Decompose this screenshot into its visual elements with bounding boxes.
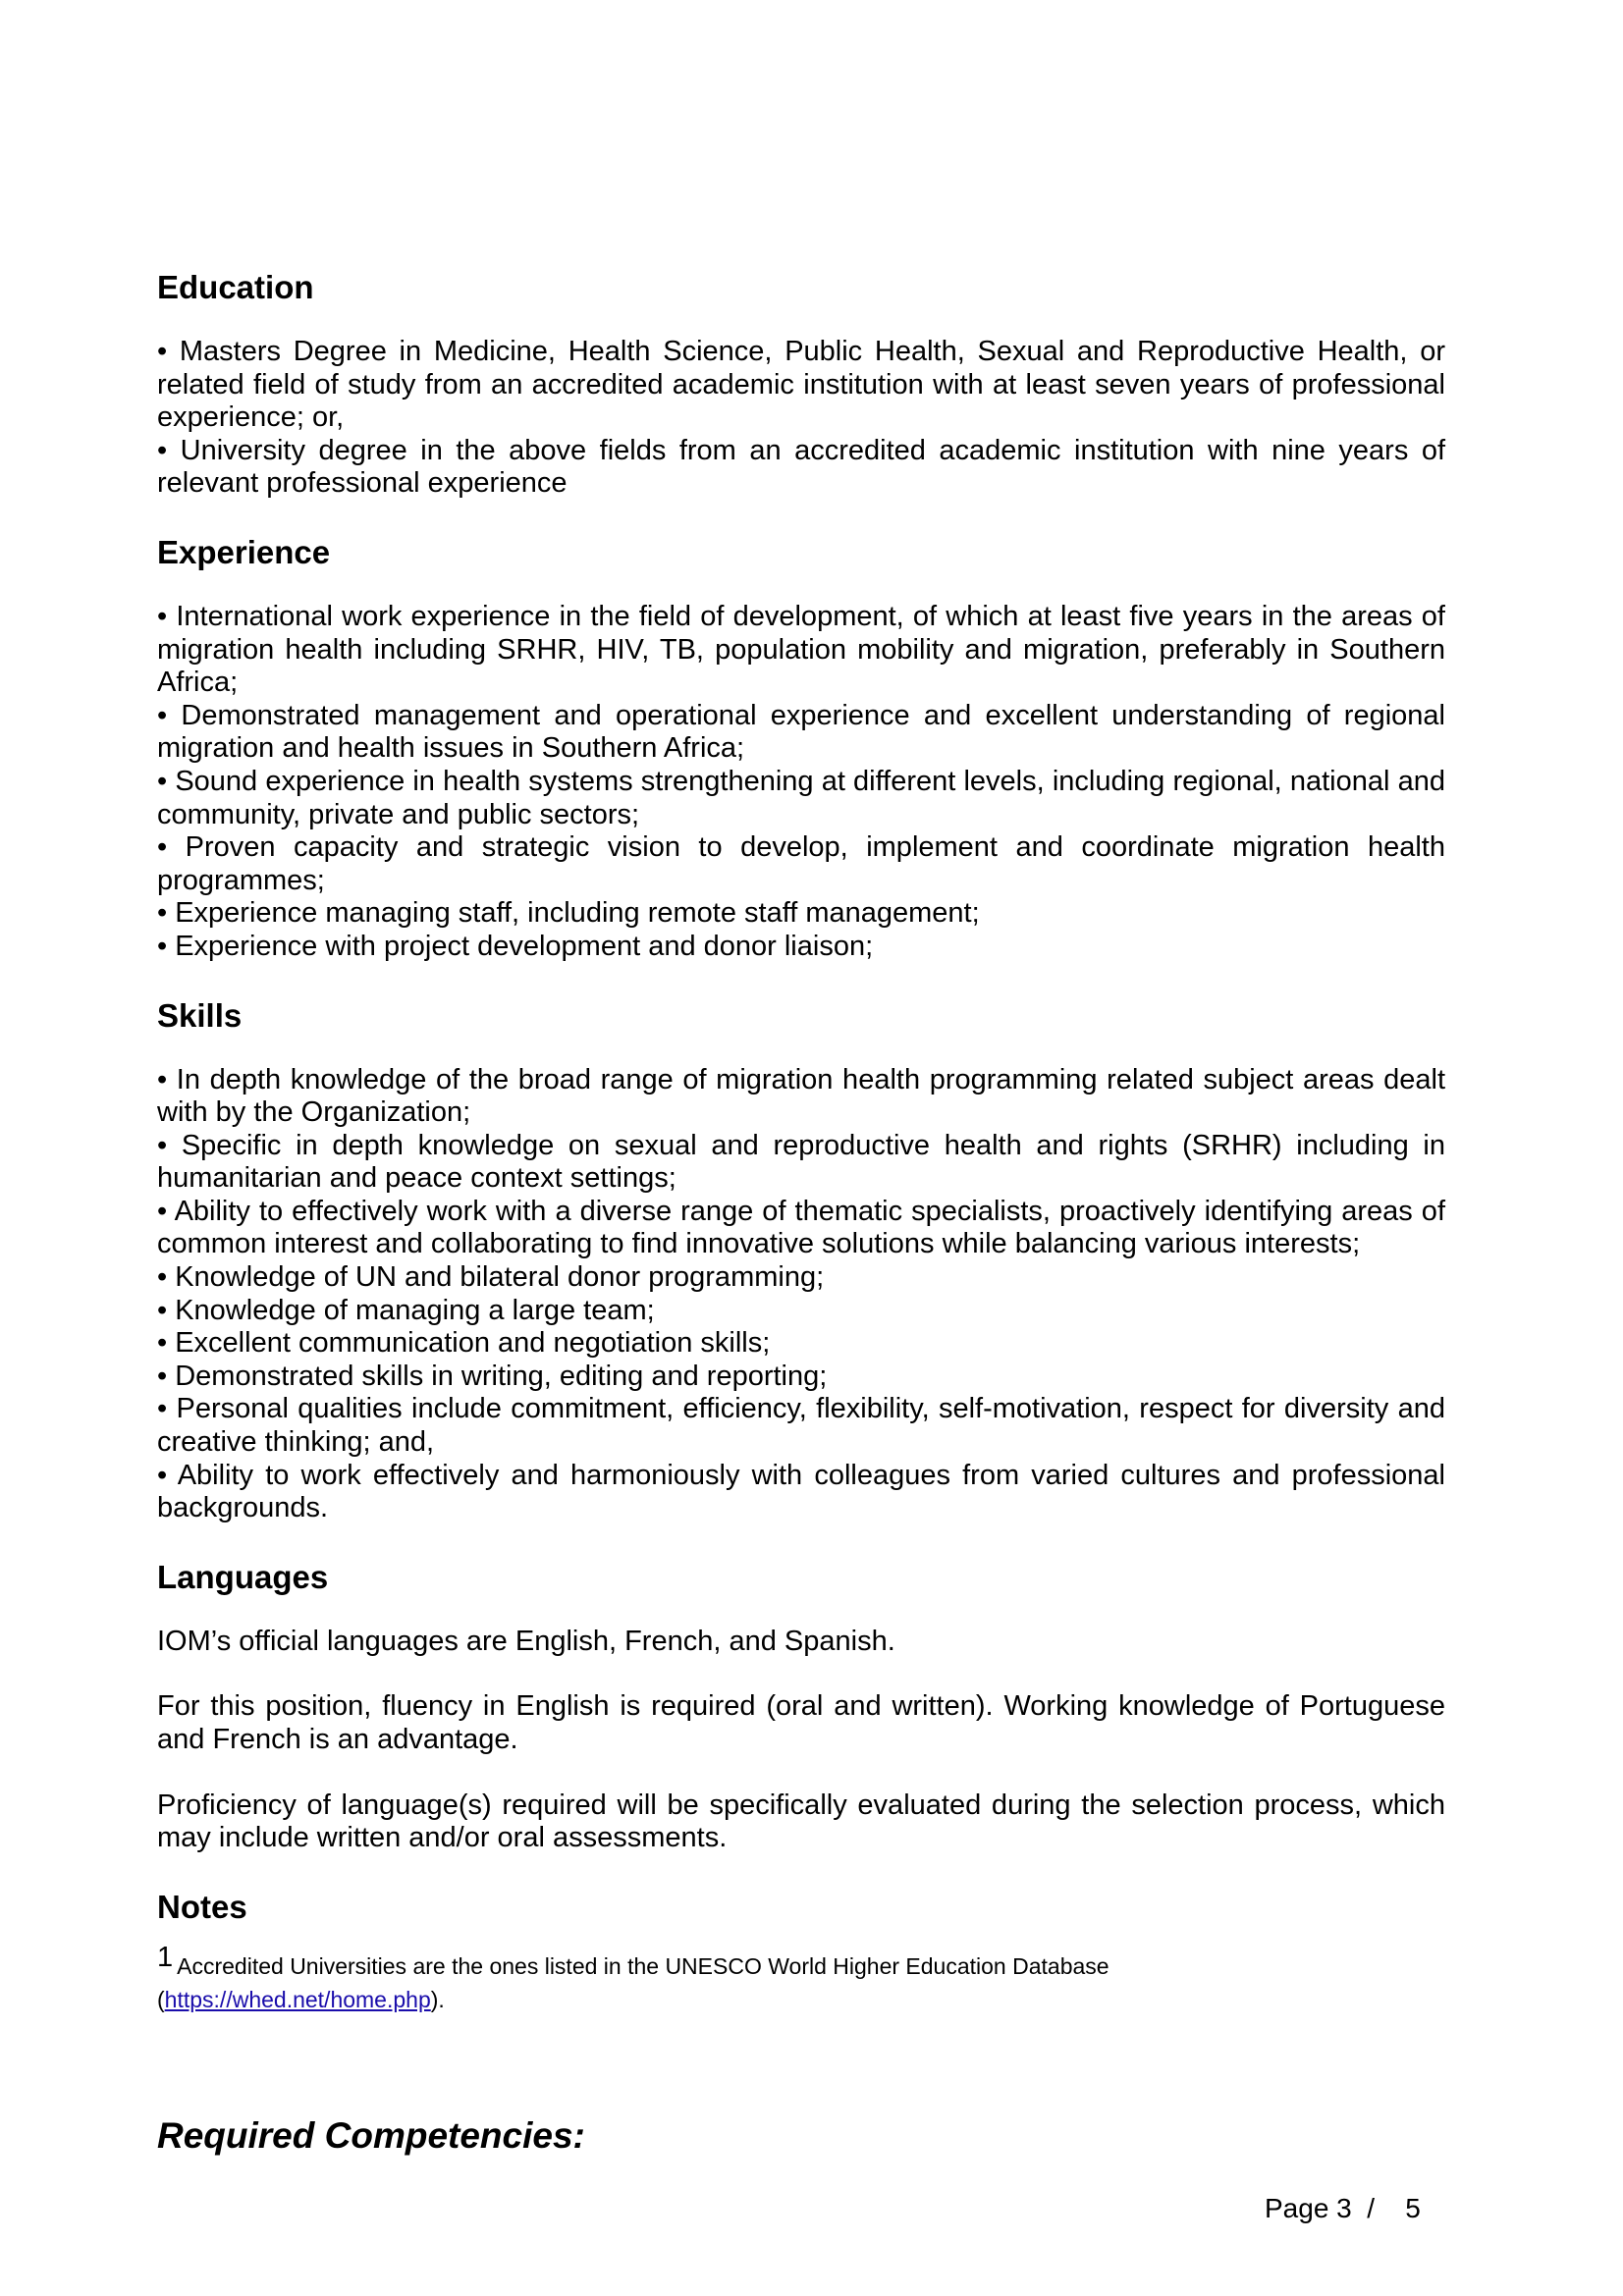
languages-heading: Languages xyxy=(157,1558,329,1595)
education-item: • University degree in the above fields from an accredited academic institution with nine years of relevant professional experience xyxy=(157,434,1445,500)
page-number: Page 3 / 5 xyxy=(1265,2193,1421,2223)
footnote-link-line xyxy=(157,1983,1445,2016)
skills-item: • Demonstrated skills in writing, editing and reporting; xyxy=(157,1360,828,1392)
languages-paragraph: Proficiency of language(s) required will be specifically evaluated during the selection process, which may include written and/or oral assessments. xyxy=(157,1789,1445,1854)
skills-item: • Ability to effectively work with a diverse range of thematic specialists, proactively identifying areas of common interest and collaborating to find innovative solutions while balancing various interests; xyxy=(157,1195,1445,1260)
notes-section xyxy=(157,1889,1445,2016)
experience-section xyxy=(157,534,1445,964)
skills-list xyxy=(157,1064,1445,1525)
experience-item: • Sound experience in health systems strengthening at different levels, including regional, national and community, private and public sectors; xyxy=(157,765,1445,830)
experience-item: • Experience with project development and donor liaison; xyxy=(157,930,874,962)
education-heading: Education xyxy=(157,269,314,305)
experience-item: • Proven capacity and strategic vision to develop, implement and coordinate migration health programmes; xyxy=(157,831,1445,896)
languages-section xyxy=(157,1559,1445,1855)
document-page xyxy=(157,269,1445,2016)
experience-item: • Demonstrated management and operational experience and excellent understanding of regional migration and health issues in Southern Africa; xyxy=(157,699,1445,765)
education-section xyxy=(157,269,1445,501)
footnote-text: Accredited Universities are the ones listed in the UNESCO World Higher Education Database xyxy=(177,1952,1109,1979)
skills-item: • Ability to work effectively and harmoniously with colleagues from varied cultures and professional backgrounds. xyxy=(157,1459,1445,1524)
competencies-heading: Required Competencies: xyxy=(157,2115,585,2156)
footnote-marker: 1 xyxy=(157,1941,174,1973)
whed-link[interactable]: https://whed.net/home.php xyxy=(164,1986,431,2012)
experience-heading: Experience xyxy=(157,533,331,570)
skills-item: • Specific in depth knowledge on sexual and reproductive health and rights (SRHR) including in humanitarian and peace context settings; xyxy=(157,1129,1445,1195)
skills-item: • Personal qualities include commitment, efficiency, flexibility, self-motivation, respect for diversity and creative thinking; and, xyxy=(157,1393,1445,1459)
skills-item: • In depth knowledge of the broad range of migration health programming related subject areas dealt with by the Organization; xyxy=(157,1063,1445,1129)
skills-section xyxy=(157,997,1445,1525)
skills-item: • Excellent communication and negotiation skills; xyxy=(157,1327,771,1360)
notes-heading: Notes xyxy=(157,1888,247,1925)
skills-heading: Skills xyxy=(157,996,243,1034)
link-close-paren: ). xyxy=(430,1986,445,2012)
education-list xyxy=(157,336,1445,501)
footnote xyxy=(157,1941,1445,1983)
experience-item: • Experience managing staff, including remote staff management; xyxy=(157,897,980,930)
education-item: • Masters Degree in Medicine, Health Science, Public Health, Sexual and Reproductive Health, or related field of study from an accredited academic institution with at least seven years of professional experience; or, xyxy=(157,336,1445,434)
experience-list xyxy=(157,601,1445,964)
link-open-paren: ( xyxy=(157,1986,165,2012)
languages-paragraph: For this position, fluency in English is required (oral and written). Working knowledge of Portuguese and French is an advantage. xyxy=(157,1690,1445,1755)
experience-item: • International work experience in the field of development, of which at least five years in the areas of migration health including SRHR, HIV, TB, population mobility and migration, preferably in Southern Africa; xyxy=(157,600,1445,699)
skills-item: • Knowledge of managing a large team; xyxy=(157,1294,655,1326)
languages-paragraph: IOM’s official languages are English, French, and Spanish. xyxy=(157,1625,895,1657)
skills-item: • Knowledge of UN and bilateral donor programming; xyxy=(157,1261,825,1294)
